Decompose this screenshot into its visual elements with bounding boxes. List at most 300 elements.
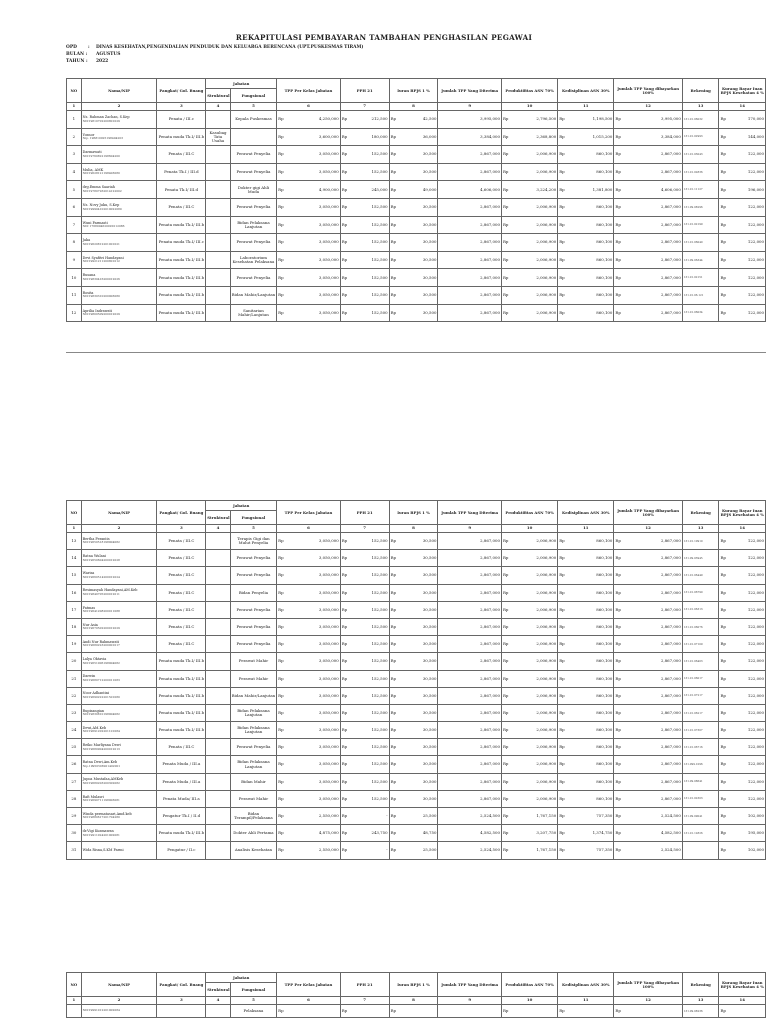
currency-label: Rp [341, 292, 348, 298]
jumlah-cell: 2,867,000 [438, 704, 502, 721]
table-row [67, 808, 766, 825]
header-kedisiplinan: Kedisiplinan ASN 30% [558, 501, 614, 525]
functional-cell: Perawat Penyelia [230, 269, 276, 287]
rank-cell: Penata muda Tk.I/ III.b [157, 251, 206, 269]
kurang-bayar-cell-value: 122,000 [747, 623, 764, 629]
header-pangkat: Pangkat/ Gol. Ruang [157, 79, 206, 103]
currency-label: Rp [559, 830, 565, 836]
tpp-cell [277, 163, 341, 181]
currency-label: Rp [559, 151, 565, 157]
tpp-cell-value: 3,050,000 [318, 204, 339, 210]
employee-name: Warisa [82, 571, 95, 576]
kurang-bayar-cell [719, 550, 766, 567]
iuran-cell-value: 30,500 [422, 641, 437, 647]
employee-name: Jupoa Mustafaa,AMKeb [82, 777, 124, 782]
currency-label: Rp [615, 761, 621, 767]
currency-label: Rp [278, 151, 284, 157]
currency-label: Rp [502, 744, 509, 750]
currency-label: Rp [390, 292, 396, 298]
kedisiplinan-cell-value: 1,381,800 [592, 186, 613, 192]
kurang-bayar-cell [719, 842, 766, 859]
kurang-bayar-cell-value: 144,000 [747, 133, 764, 139]
kedisiplinan-cell-value: 860,100 [596, 204, 613, 210]
produktifitas-cell [501, 808, 557, 825]
currency-label: Rp [278, 675, 284, 681]
kurang-bayar-cell-value: 195,000 [747, 830, 764, 836]
dibayarkan-cell [614, 181, 682, 199]
currency-label: Rp [278, 274, 284, 280]
tpp-cell [277, 722, 341, 739]
structural-cell [206, 653, 230, 670]
employee-name: Aprilia Indrawati [82, 308, 112, 313]
currency-label: Rp [502, 204, 509, 210]
rank-cell: Penata muda Tk.I/ III.b [157, 128, 206, 146]
employee-nip: NIP.19680223200001017 [82, 643, 120, 648]
employee-name: Jaka [82, 238, 91, 243]
currency-label: Rp [341, 151, 348, 157]
kurang-bayar-cell [719, 533, 766, 550]
currency-label: Rp [720, 675, 726, 681]
kurang-bayar-cell [719, 216, 766, 234]
iuran-cell [389, 636, 438, 653]
tpp-cell-value: 3,050,000 [318, 795, 339, 801]
currency-label: Rp [341, 309, 348, 315]
functional-cell: Bidan Terampil/Pelaksana [230, 808, 276, 825]
currency-label: Rp [278, 692, 284, 698]
kurang-bayar-cell-value: 122,000 [747, 169, 764, 175]
employee-name: Ns. Novy Juku, S.Kep [82, 202, 120, 207]
kedisiplinan-cell [558, 808, 614, 825]
dibayarkan-cell [614, 550, 682, 567]
currency-label: Rp [278, 830, 284, 836]
rekening-cell: 131.01.06.121 [682, 286, 719, 304]
structural-cell [206, 687, 230, 704]
currency-label: Rp [278, 658, 284, 664]
pph-cell [340, 584, 389, 601]
produktifitas-cell-value: 2,006,900 [536, 778, 557, 784]
kurang-bayar-cell [719, 653, 766, 670]
currency-label: Rp [341, 133, 348, 139]
functional-cell: Perawat Penyelia [230, 234, 276, 252]
table-row [67, 653, 766, 670]
currency-label: Rp [720, 274, 726, 280]
currency-label: Rp [502, 830, 509, 836]
column-number: 4 [206, 525, 230, 533]
column-number: 8 [389, 103, 438, 111]
currency-label: Rp [341, 795, 348, 801]
produktifitas-cell-value: 1,767,150 [536, 813, 557, 819]
rekening-cell: 131.01.12826 [682, 825, 719, 842]
kurang-bayar-cell [719, 808, 766, 825]
currency-label: Rp [502, 709, 509, 715]
kurang-bayar-cell [719, 739, 766, 756]
currency-label: Rp [720, 847, 726, 853]
employee-name: drg.Emma Saariah [82, 185, 115, 190]
header-no: NO [67, 79, 82, 103]
rank-cell: Penata muda Tk.I/ III.c [157, 234, 206, 252]
currency-label: Rp [615, 795, 621, 801]
kedisiplinan-cell-value: 860,100 [596, 778, 613, 784]
jumlah-cell: 2,867,000 [438, 722, 502, 739]
kurang-bayar-cell [719, 670, 766, 687]
tpp-cell-value: 3,050,000 [318, 309, 339, 315]
jumlah-cell: 2,867,000 [438, 567, 502, 584]
column-number: 7 [340, 997, 389, 1005]
currency-label: Rp [615, 675, 621, 681]
currency-label: Rp [341, 761, 348, 767]
structural-cell [206, 808, 230, 825]
employee-nip: NIP.19911024201902081 [82, 832, 120, 837]
dibayarkan-cell-value: 2,867,000 [661, 309, 681, 315]
iuran-cell [389, 790, 438, 807]
pph-cell [340, 286, 389, 304]
structural-cell [206, 181, 230, 199]
rekening-cell: 131.01.07109 [682, 636, 719, 653]
header-iuran: Iuran BPJS 1 % [389, 79, 438, 103]
rank-cell: Penata Tk.I/ III.d [157, 181, 206, 199]
currency-label: Rp [559, 778, 565, 784]
kurang-bayar-cell-value: 102,000 [747, 813, 764, 819]
dibayarkan-cell [614, 234, 682, 252]
rank-cell: Penata / III.C [157, 198, 206, 216]
row-number: 22 [67, 687, 82, 704]
header-pangkat: Pangkat/ Gol. Ruang [157, 501, 206, 525]
structural-cell [206, 163, 230, 181]
dibayarkan-cell-value: 2,867,000 [661, 572, 681, 578]
produktifitas-cell [501, 198, 557, 216]
tpp-cell [277, 756, 341, 773]
header-kedisiplinan: Kedisiplinan ASN 30% [558, 79, 614, 103]
kurang-bayar-cell-value: 122,000 [747, 675, 764, 681]
currency-label: Rp [278, 709, 284, 715]
currency-label: Rp [390, 169, 396, 175]
currency-label: Rp [720, 257, 726, 262]
currency-label: Rp [278, 221, 284, 227]
dibayarkan-cell [614, 670, 682, 687]
currency-label: Rp [559, 292, 565, 298]
employee-nip: NIP.19650604200012028 [82, 557, 120, 562]
kurang-bayar-cell [719, 181, 766, 199]
produktifitas-cell [501, 618, 557, 635]
tpp-cell [277, 216, 341, 234]
produktifitas-cell [501, 790, 557, 807]
currency-label: Rp [502, 186, 509, 192]
tpp-cell [277, 234, 341, 252]
rekening-cell: 131.09.08296 [682, 198, 719, 216]
functional-cell: Bidan Pelaksana Lanjutan [230, 756, 276, 773]
dibayarkan-cell [614, 304, 682, 322]
dibayarkan-cell [614, 111, 682, 129]
kurang-bayar-cell-value: 122,000 [747, 692, 764, 698]
column-number: 14 [719, 103, 766, 111]
employee-name: Rafi Mulasri [82, 794, 104, 799]
rank-cell: Penata muda Tk.I/ III.b [157, 825, 206, 842]
name-cell [81, 704, 157, 721]
structural-cell [206, 704, 230, 721]
produktifitas-cell-value: 2,006,900 [536, 572, 557, 578]
tpp-cell-value: 4,875,000 [318, 830, 339, 836]
currency-label: Rp [615, 589, 621, 595]
jumlah-cell: 2,867,000 [438, 687, 502, 704]
iuran-cell [389, 146, 438, 164]
jumlah-cell: 2,867,000 [438, 756, 502, 773]
header-fungsional: Fungsional [230, 89, 276, 103]
jumlah-cell [438, 1005, 502, 1018]
functional-cell: Sanitarian Mahir/Lanjutan [230, 304, 276, 322]
kedisiplinan-cell-value: 860,100 [596, 623, 613, 629]
currency-label: Rp [390, 761, 396, 767]
rekening-cell: 131.09.09041 [682, 808, 719, 825]
currency-label: Rp [559, 1007, 565, 1013]
header-iuran: Iuran BPJS 1 % [389, 973, 438, 997]
iuran-cell [389, 567, 438, 584]
currency-label: Rp [341, 709, 348, 715]
rekening-cell: 131.01.06217 [682, 704, 719, 721]
jumlah-cell: 2,867,000 [438, 550, 502, 567]
iuran-cell-value: 30,500 [422, 239, 437, 245]
dibayarkan-cell-value: 2,867,000 [661, 675, 681, 681]
pph-cell [340, 653, 389, 670]
currency-label: Rp [502, 795, 509, 801]
currency-label: Rp [720, 778, 726, 784]
kedisiplinan-cell [558, 722, 614, 739]
kedisiplinan-cell [558, 216, 614, 234]
employee-name: Rupisangian [82, 708, 105, 713]
employee-nip: NIP.19680203200302082 [82, 780, 120, 785]
table-row [67, 216, 766, 234]
kurang-bayar-cell-value: 170,000 [747, 116, 764, 122]
pph-cell-value: 152,500 [371, 641, 388, 647]
row-number: 17 [67, 601, 82, 618]
dibayarkan-cell [614, 251, 682, 269]
pph-cell [340, 739, 389, 756]
rekening-cell: 131.01.07307 [682, 722, 719, 739]
tpp-cell [277, 773, 341, 790]
dibayarkan-cell [614, 756, 682, 773]
dibayarkan-cell [614, 584, 682, 601]
functional-cell: Perawat Penyelia [230, 739, 276, 756]
table-row [67, 790, 766, 807]
structural-cell [206, 618, 230, 635]
currency-label: Rp [559, 116, 565, 122]
currency-label: Rp [278, 204, 284, 210]
kedisiplinan-cell [558, 790, 614, 807]
tpp-cell-value: 3,050,000 [318, 606, 339, 612]
column-number: 13 [682, 525, 719, 533]
tpp-cell [277, 704, 341, 721]
pph-cell-value: 212,500 [371, 116, 388, 122]
jumlah-cell: 2,867,000 [438, 269, 502, 287]
currency-label: Rp [502, 309, 509, 315]
rekening-cell: 131.01.11127 [682, 181, 719, 199]
iuran-cell [389, 533, 438, 550]
table-row [67, 825, 766, 842]
currency-label: Rp [559, 538, 565, 544]
name-cell [81, 269, 157, 287]
currency-label: Rp [278, 623, 284, 629]
column-number: 10 [501, 525, 557, 533]
column-number: 11 [558, 103, 614, 111]
currency-label: Rp [615, 727, 621, 733]
dibayarkan-cell-value: 2,867,000 [661, 606, 681, 612]
employee-name: Wuni Parmasti [82, 220, 108, 225]
currency-label: Rp [615, 847, 621, 853]
tpp-cell [277, 790, 341, 807]
row-number: 28 [67, 790, 82, 807]
employee-nip: NIP.19880617201704280 [82, 815, 120, 820]
iuran-cell-value: 30,500 [422, 692, 437, 698]
dibayarkan-cell [614, 163, 682, 181]
jumlah-cell: 2,867,000 [438, 636, 502, 653]
tpp-cell-value: 3,050,000 [318, 292, 339, 298]
dibayarkan-cell-value: 2,867,000 [661, 292, 681, 298]
currency-label: Rp [390, 641, 396, 647]
currency-label: Rp [615, 239, 621, 245]
employee-name: Mulia, AMK [82, 167, 104, 172]
produktifitas-cell [501, 636, 557, 653]
currency-label: Rp [341, 692, 348, 698]
structural-cell [206, 825, 230, 842]
name-cell [81, 722, 157, 739]
employee-nip: Nip.19950508201402001 [82, 763, 121, 768]
column-number: 8 [389, 997, 438, 1005]
tpp-cell [277, 687, 341, 704]
tpp-cell [277, 842, 341, 859]
currency-label: Rp [559, 204, 565, 210]
pph-cell-value: 152,500 [371, 204, 388, 210]
row-number: 24 [67, 722, 82, 739]
currency-label: Rp [559, 709, 565, 715]
currency-label: Rp [502, 623, 509, 629]
produktifitas-cell-value: 2,006,900 [536, 589, 557, 595]
header-kurang: Kurang Bayar Iuan BPJS Kesehatan 4 % [719, 79, 766, 103]
pph-cell [340, 216, 389, 234]
row-number: 9 [67, 251, 82, 269]
row-number: 10 [67, 269, 82, 287]
produktifitas-cell-value: 2,006,900 [536, 641, 557, 647]
currency-label: Rp [502, 151, 509, 157]
jumlah-cell: 2,867,000 [438, 163, 502, 181]
pph-cell-value: 180,000 [371, 133, 388, 139]
pph-cell-value: 152,500 [371, 744, 388, 750]
pph-cell-value: 152,500 [371, 606, 388, 612]
tpp-cell [277, 601, 341, 618]
header-struktural: Struktural [206, 89, 230, 103]
currency-label: Rp [502, 813, 509, 819]
currency-label: Rp [720, 221, 726, 227]
rekening-cell: 131.01.06790 [682, 584, 719, 601]
kurang-bayar-cell-value: 122,000 [747, 204, 764, 210]
pph-cell [340, 111, 389, 129]
produktifitas-cell-value: 2,006,900 [536, 744, 557, 750]
rank-cell: Penata Tk.I / III.d [157, 163, 206, 181]
currency-label: Rp [615, 623, 621, 629]
currency-label: Rp [559, 744, 565, 750]
row-number: 12 [67, 304, 82, 322]
currency-label: Rp [502, 778, 509, 784]
currency-label: Rp [559, 572, 565, 578]
employee-nip: Nip. 196810025198404203 [82, 136, 123, 141]
pph-cell-value: 152,500 [371, 761, 388, 767]
table-row [67, 198, 766, 216]
currency-label: Rp [278, 257, 284, 262]
header-struktural: Struktural [206, 983, 230, 997]
currency-label: Rp [278, 744, 284, 750]
produktifitas-cell-value: 3,207,750 [536, 830, 557, 836]
structural-cell [206, 1005, 230, 1018]
pph-cell [340, 687, 389, 704]
jumlah-cell: 2,867,000 [438, 618, 502, 635]
structural-cell [206, 790, 230, 807]
column-number: 1 [67, 525, 82, 533]
functional-cell: Perawat Penyelia [230, 601, 276, 618]
functional-cell: Perawat Penyelia [230, 567, 276, 584]
iuran-cell [389, 269, 438, 287]
row-number: 2 [67, 128, 82, 146]
row-number: 19 [67, 636, 82, 653]
functional-cell: Bidan Pelaksana Lanjutan [230, 704, 276, 721]
row-number: 31 [67, 842, 82, 859]
tahun-label: TAHUN : [66, 59, 88, 64]
iuran-cell [389, 670, 438, 687]
kurang-bayar-cell-value: 122,000 [747, 221, 764, 227]
kurang-bayar-cell [719, 825, 766, 842]
functional-cell: Bidan Pelaksana Lanjutan [230, 216, 276, 234]
pph-cell [340, 269, 389, 287]
produktifitas-cell [501, 163, 557, 181]
pph-cell [340, 756, 389, 773]
header-kurang: Kurang Bayar Iuan BPJS Kesehatan 4 % [719, 973, 766, 997]
currency-label: Rp [341, 186, 348, 192]
column-number: 13 [682, 997, 719, 1005]
currency-label: Rp [390, 744, 396, 750]
produktifitas-cell [501, 128, 557, 146]
dibayarkan-cell [614, 773, 682, 790]
dibayarkan-cell-value: 2,524,500 [661, 813, 681, 819]
produktifitas-cell-value: 2,006,900 [536, 538, 557, 544]
dibayarkan-cell-value: 4,582,500 [661, 830, 681, 836]
currency-label: Rp [502, 692, 509, 698]
currency-label: Rp [559, 221, 565, 227]
pph-cell [340, 790, 389, 807]
dibayarkan-cell-value: 2,867,000 [661, 204, 681, 210]
header-jumlah: Jumlah TPP Yang Diterima [438, 973, 502, 997]
header-jabatan: Jabatan [206, 501, 277, 511]
currency-label: Rp [502, 1007, 509, 1013]
recap-table-page-3 [66, 972, 766, 1018]
header-dibayarkan: Jumlah TPP Yang dibayarkan 100% [614, 973, 682, 997]
employee-nip: NIP.19810702200801029 [82, 118, 120, 123]
table-row [67, 181, 766, 199]
produktifitas-cell [501, 533, 557, 550]
currency-label: Rp [559, 623, 565, 629]
currency-label: Rp [615, 133, 621, 139]
structural-cell [206, 111, 230, 129]
currency-label: Rp [341, 623, 348, 629]
employee-name: Fatmas [82, 605, 96, 610]
currency-label: Rp [720, 830, 726, 836]
currency-label: Rp [502, 606, 509, 612]
currency-label: Rp [341, 744, 348, 750]
tpp-cell [277, 251, 341, 269]
currency-label: Rp [559, 589, 565, 595]
rank-cell: Penata / III.C [157, 584, 206, 601]
recap-table-page-1 [66, 78, 766, 322]
produktifitas-cell [501, 304, 557, 322]
currency-label: Rp [559, 274, 565, 280]
dibayarkan-cell-value: 2,867,000 [661, 761, 681, 767]
currency-label: Rp [615, 204, 621, 210]
